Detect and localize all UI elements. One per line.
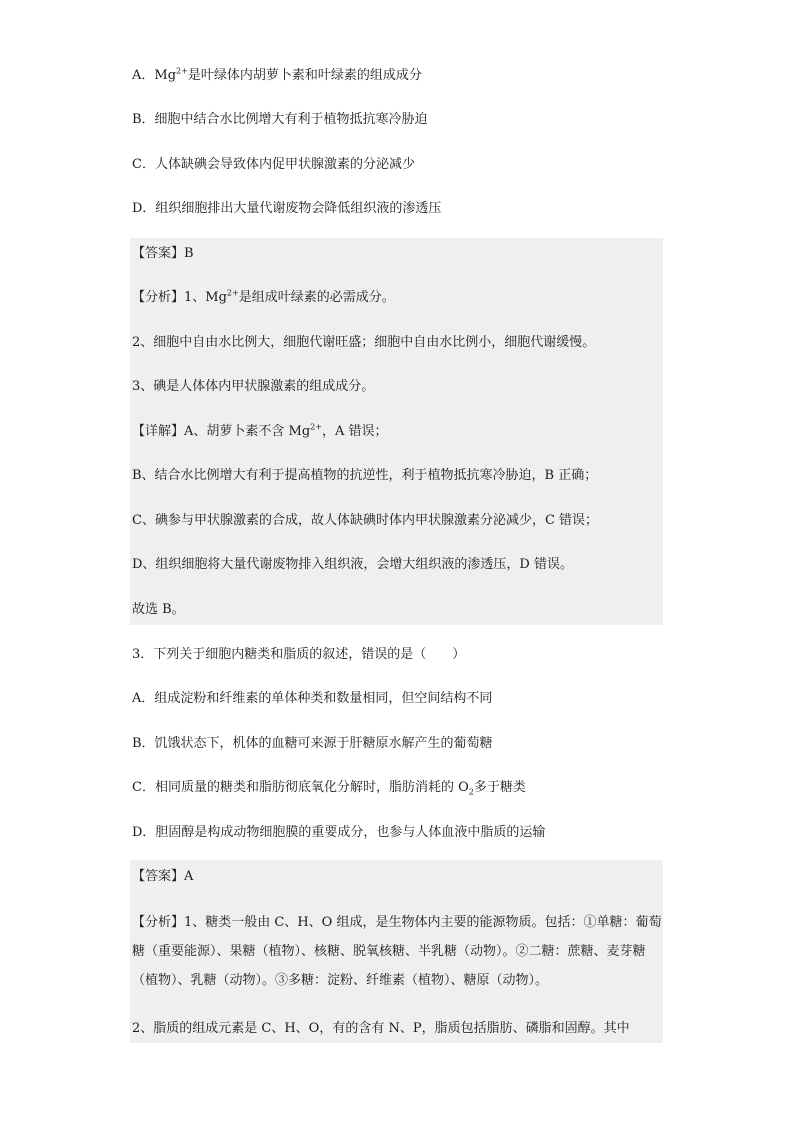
q2-analysis-3: 3、碘是人体体内甲状腺激素的组成成分。 <box>132 379 375 394</box>
q2-analysis-1: 【分析】1、$Mg^{2+}$是组成叶绿素的必需成分。 <box>132 288 395 305</box>
q2-detail-d: D、组织细胞将大量代谢废物排入组织液，会增大组织液的渗透压，D 错误。 <box>132 557 573 572</box>
q2-analysis-2: 2、细胞中自由水比例大，细胞代谢旺盛；细胞中自由水比例小，细胞代谢缓慢。 <box>132 335 596 350</box>
q2-conclusion: 故选 B。 <box>132 602 185 617</box>
q3-option-b: B．饥饿状态下，机体的血糖可来源于肝糖原水解产生的葡萄糖 <box>132 736 493 751</box>
q3-analysis-2: 2、脂质的组成元素是 C、H、O，有的含有 N、P，脂质包括脂肪、磷脂和固醇。其中 <box>132 1021 630 1036</box>
q2-answer: 【答案】B <box>132 246 194 261</box>
q2-detail-b: B、结合水比例增大有利于提高植物的抗逆性，利于植物抵抗寒冷胁迫，B 正确； <box>132 468 598 483</box>
q3-option-d: D．胆固醇是构成动物细胞膜的重要成分，也参与人体血液中脂质的运输 <box>132 825 546 840</box>
q2-detail-a: 【详解】A、胡萝卜素不含 $Mg^{2+}$，A 错误； <box>132 422 388 439</box>
q2-option-a: A．$Mg^{2+}$是叶绿体内胡萝卜素和叶绿素的组成成分 <box>132 66 422 83</box>
q3-option-a: A．组成淀粉和纤维素的单体种类和数量相同，但空间结构不同 <box>132 691 493 706</box>
q3-stem: 3．下列关于细胞内糖类和脂质的叙述，错误的是（ ） <box>132 647 466 662</box>
q2-option-d: D．组织细胞排出大量代谢废物会降低组织液的渗透压 <box>132 201 442 216</box>
q2-detail-c: C、碘参与甲状腺激素的合成，故人体缺碘时体内甲状腺激素分泌减少，C 错误； <box>132 513 599 528</box>
q3-option-c: C．相同质量的糖类和脂肪彻底氧化分解时，脂肪消耗的 $O_2$多于糖类 <box>132 780 526 797</box>
q3-analysis-1: 【分析】1、糖类一般由 C、H、O 组成，是生物体内主要的能源物质。包括：①单糖：葡萄糖（重要能源）、果糖（植物）、核糖、脱氧核糖、半乳糖（动物）。②二糖：蔗糖、麦芽糖（植物）、乳糖（动物）。③多糖：淀粉、纤维素（植物）、糖原（动物）。 <box>132 915 662 988</box>
q3-answer: 【答案】A <box>132 869 194 884</box>
q2-option-c: C．人体缺碘会导致体内促甲状腺激素的分泌减少 <box>132 157 415 172</box>
q2-option-b: B．细胞中结合水比例增大有利于植物抵抗寒冷胁迫 <box>132 112 428 127</box>
